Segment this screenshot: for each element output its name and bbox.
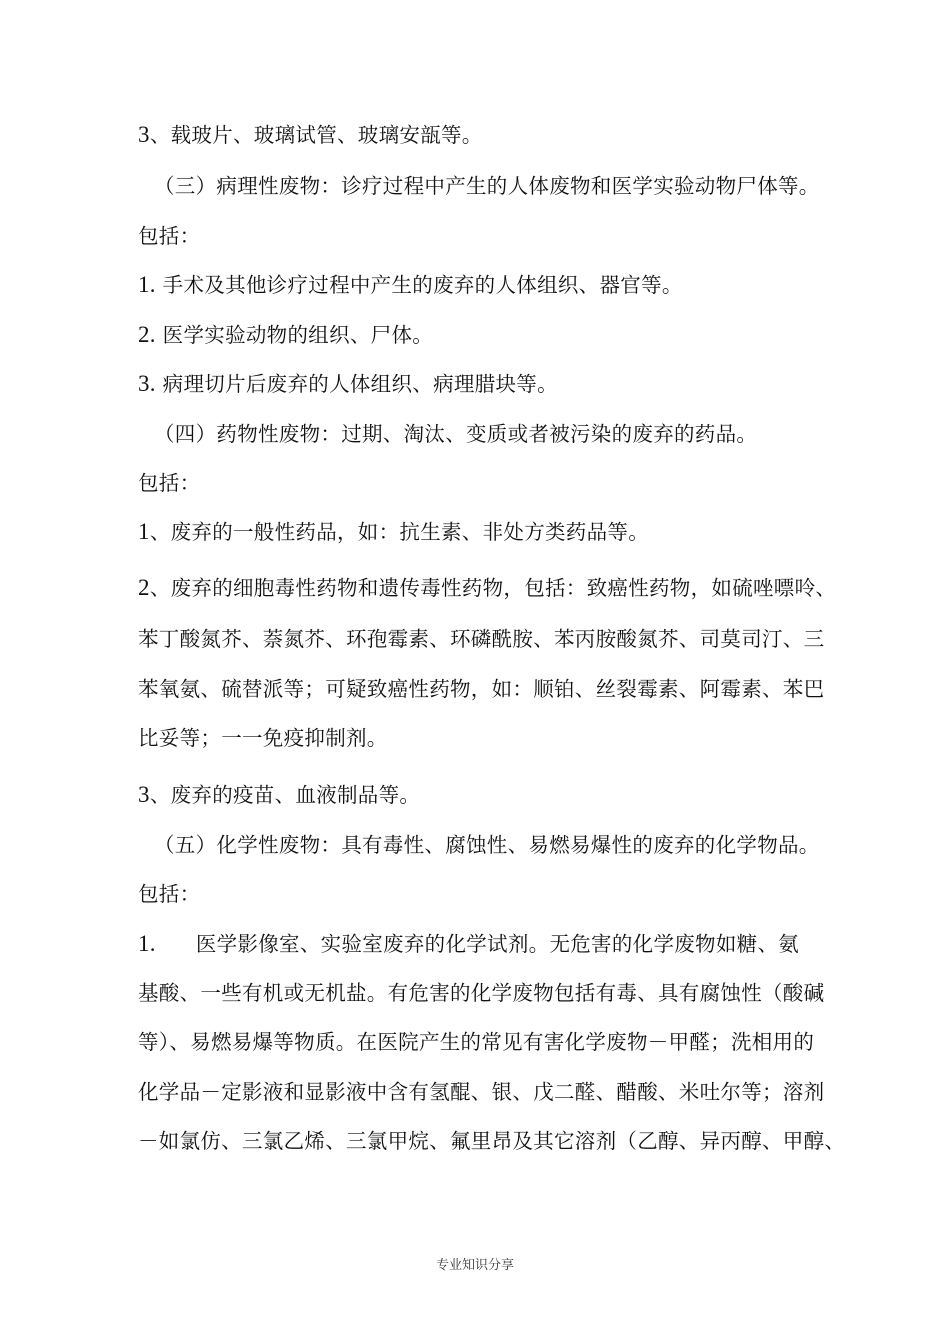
line-text: 、废弃的疫苗、血液制品等。	[149, 783, 421, 807]
paragraph-line	[138, 1127, 845, 1155]
list-number: 3	[138, 782, 150, 807]
line-text: 苯丁酸氮芥、萘氮芥、环孢霉素、环磷酰胺、苯丙胺酸氮芥、司莫司汀、三	[138, 627, 825, 651]
list-item	[138, 574, 836, 602]
paragraph-line	[138, 1078, 824, 1106]
list-number: 2.	[138, 322, 156, 347]
line-text: 包括：	[138, 224, 201, 248]
list-item	[138, 781, 420, 809]
line-text: 比妥等；一一免疫抑制剂。	[138, 726, 388, 750]
line-text: 、废弃的一般性药品，如：抗生素、非处方类药品等。	[149, 520, 650, 544]
list-number: 1.	[138, 272, 156, 297]
paragraph-line	[138, 121, 483, 149]
list-number: 3.	[138, 371, 156, 396]
paragraph-line	[138, 1028, 814, 1056]
line-text: 医学实验动物的组织、尸体。	[155, 323, 434, 347]
list-number: 1	[138, 519, 150, 544]
line-text: 、载玻片、玻璃试管、玻璃安瓿等。	[149, 123, 483, 147]
section-heading	[154, 172, 820, 200]
line-text: （四）药物性废物：过期、淘汰、变质或者被污染的废弃的药品。	[154, 422, 758, 446]
list-item	[138, 930, 799, 958]
paragraph-line	[138, 979, 824, 1007]
list-item	[138, 321, 433, 349]
page-footer: 专业知识分享	[435, 1258, 514, 1273]
paragraph-line	[138, 724, 388, 752]
section-heading	[154, 420, 757, 448]
list-number: 1.	[138, 931, 156, 956]
section-heading	[154, 831, 820, 859]
paragraph-line	[138, 222, 200, 250]
line-text: 苯氧氨、硫替派等；可疑致癌性药物，如：顺铂、丝裂霉素、阿霉素、苯巴	[138, 677, 825, 701]
line-text: 等）、易燃易爆等物质。在医院产生的常见有害化学废物－甲醛；洗相用的	[138, 1030, 815, 1054]
line-text: 、废弃的细胞毒性药物和遗传毒性药物，包括：致癌性药物，如硫唑嘌呤、	[149, 576, 837, 600]
paragraph-line	[138, 675, 824, 703]
line-text: （五）化学性废物：具有毒性、腐蚀性、易燃易爆性的废弃的化学物品。	[154, 833, 820, 857]
list-number: 3	[138, 122, 150, 147]
line-text: －如氯仿、三氯乙烯、三氯甲烷、氟里昂及其它溶剂（乙醇、异丙醇、甲醇、	[138, 1129, 846, 1153]
list-number: 2	[138, 575, 150, 600]
line-text: 包括：	[138, 882, 201, 906]
list-item	[138, 271, 683, 299]
line-text: 基酸、一些有机或无机盐。有危害的化学废物包括有毒、具有腐蚀性（酸碱	[138, 981, 825, 1005]
paragraph-line	[138, 880, 200, 908]
paragraph-line	[138, 469, 200, 497]
line-text: 化学品－定影液和显影液中含有氢醌、银、戊二醛、醋酸、米吐尔等；溶剂	[138, 1080, 825, 1104]
line-text: （三）病理性废物：诊疗过程中产生的人体废物和医学实验动物尸体等。	[154, 174, 820, 198]
list-item	[138, 518, 649, 546]
line-text: 医学影像室、实验室废弃的化学试剂。无危害的化学废物如糖、氨	[195, 932, 800, 956]
line-text: 手术及其他诊疗过程中产生的废弃的人体组织、器官等。	[155, 273, 683, 297]
line-text: 包括：	[138, 471, 201, 495]
paragraph-line	[138, 625, 824, 653]
line-text: 病理切片后废弃的人体组织、病理腊块等。	[155, 372, 558, 396]
list-item	[138, 370, 558, 398]
